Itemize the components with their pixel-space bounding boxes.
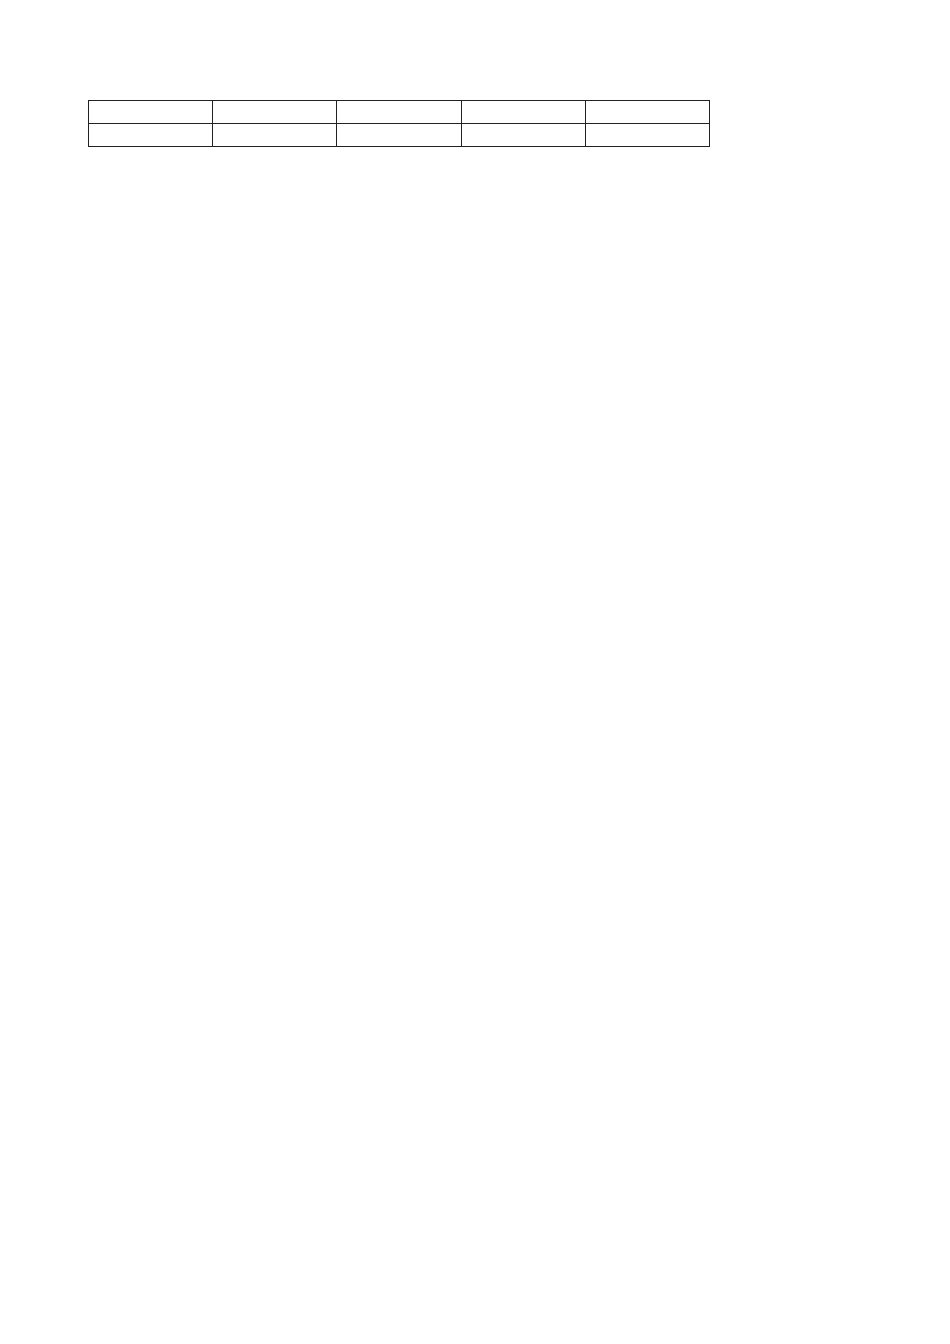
table-cell (213, 124, 337, 147)
exam-page (66, 76, 886, 147)
table-cell (213, 101, 337, 124)
table-cell (337, 124, 461, 147)
table-3 (88, 100, 710, 147)
table-cell (461, 124, 585, 147)
table-cell (337, 101, 461, 124)
table-cell (585, 101, 709, 124)
table-cell (585, 124, 709, 147)
table-cell (89, 101, 213, 124)
table-row (89, 124, 710, 147)
table-cell (89, 124, 213, 147)
table-row (89, 101, 710, 124)
table-cell (461, 101, 585, 124)
